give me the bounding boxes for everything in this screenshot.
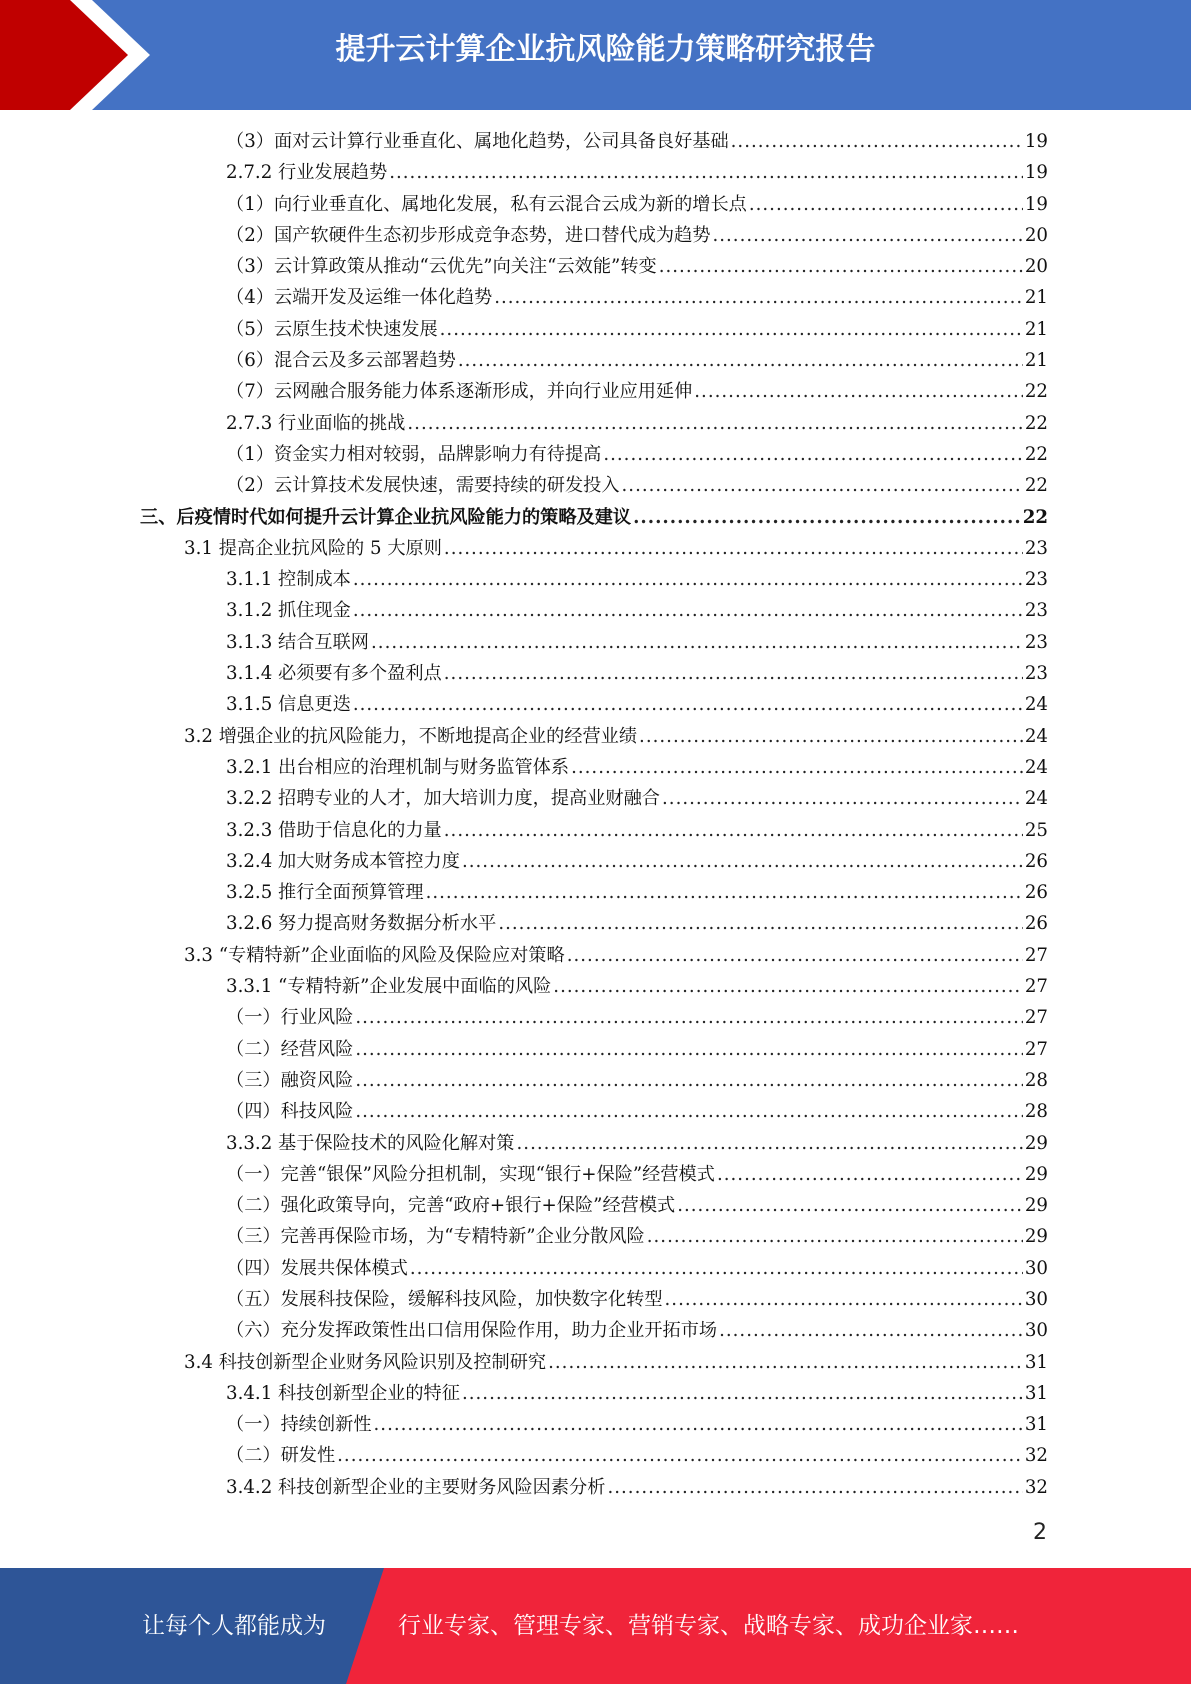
toc-entry-title: 2.7.3 行业面临的挑战 xyxy=(226,412,406,434)
toc-entry-page: 26 xyxy=(1024,850,1048,872)
toc-entry-page: 19 xyxy=(1024,193,1048,215)
toc-dot-leader xyxy=(603,444,1023,465)
toc-dot-leader xyxy=(355,1007,1023,1028)
toc-entry[interactable] xyxy=(140,596,1048,627)
toc-entry[interactable] xyxy=(140,565,1048,596)
toc-dot-leader xyxy=(607,1477,1022,1498)
toc-entry-page: 23 xyxy=(1024,631,1048,653)
toc-dot-leader xyxy=(440,319,1023,340)
toc-entry[interactable] xyxy=(140,1066,1048,1097)
toc-entry-title: （7）云网融合服务能力体系逐渐形成，并向行业应用延伸 xyxy=(226,381,693,403)
toc-entry[interactable] xyxy=(140,158,1048,189)
toc-dot-leader xyxy=(494,287,1023,308)
toc-entry[interactable] xyxy=(140,1441,1048,1472)
toc-entry-page: 24 xyxy=(1024,694,1048,716)
toc-dot-leader xyxy=(498,913,1023,934)
toc-entry-title: 3.2.3 借助于信息化的力量 xyxy=(226,819,442,841)
toc-dot-leader xyxy=(410,1258,1023,1279)
toc-entry[interactable] xyxy=(140,753,1048,784)
toc-entry-page: 32 xyxy=(1024,1445,1048,1467)
toc-entry-page: 21 xyxy=(1024,350,1048,372)
toc-dot-leader xyxy=(462,1383,1023,1404)
toc-dot-leader xyxy=(389,162,1023,183)
toc-entry-title: （6）混合云及多云部署趋势 xyxy=(226,350,456,372)
toc-entry-page: 19 xyxy=(1024,162,1048,184)
toc-entry[interactable] xyxy=(140,1379,1048,1410)
toc-entry[interactable] xyxy=(140,534,1048,565)
toc-entry[interactable] xyxy=(140,1097,1048,1128)
toc-entry-title: 3.4 科技创新型企业财务风险识别及控制研究 xyxy=(184,1351,547,1373)
toc-dot-leader xyxy=(571,757,1023,778)
toc-dot-leader xyxy=(517,1133,1023,1154)
toc-entry-title: （3）面对云计算行业垂直化、属地化趋势，公司具备良好基础 xyxy=(226,131,729,152)
toc-entry-page: 24 xyxy=(1024,725,1048,747)
toc-entry[interactable] xyxy=(140,1003,1048,1034)
toc-entry[interactable] xyxy=(140,503,1048,534)
toc-dot-leader xyxy=(355,1101,1023,1122)
toc-entry-title: （一）持续创新性 xyxy=(226,1414,372,1436)
toc-dot-leader xyxy=(353,694,1023,715)
toc-entry-page: 24 xyxy=(1024,788,1048,810)
toc-entry-page: 21 xyxy=(1024,318,1048,340)
toc-entry[interactable] xyxy=(140,346,1048,377)
toc-dot-leader xyxy=(731,131,1023,152)
toc-dot-leader xyxy=(749,194,1023,215)
toc-entry[interactable] xyxy=(140,1254,1048,1285)
toc-dot-leader xyxy=(458,350,1023,371)
toc-entry[interactable] xyxy=(140,1285,1048,1316)
toc-entry-page: 23 xyxy=(1024,537,1048,559)
footer-slogan-right: 行业专家、管理专家、营销专家、战略专家、成功企业家…… xyxy=(398,1613,1019,1639)
toc-dot-leader xyxy=(355,1039,1023,1060)
toc-entry[interactable] xyxy=(140,221,1048,252)
toc-entry-page: 31 xyxy=(1024,1351,1048,1373)
toc-entry-page: 26 xyxy=(1024,913,1048,935)
toc-entry[interactable] xyxy=(140,941,1048,972)
toc-entry-page: 29 xyxy=(1024,1226,1048,1248)
toc-entry-title: （三）完善再保险市场，为“专精特新”企业分散风险 xyxy=(226,1226,645,1248)
toc-entry-title: （二）强化政策导向，完善“政府+银行+保险”经营模式 xyxy=(226,1195,676,1217)
toc-entry-title: （1）资金实力相对较弱，品牌影响力有待提高 xyxy=(226,443,602,465)
toc-entry-page: 23 xyxy=(1024,663,1048,685)
toc-dot-leader xyxy=(426,882,1023,903)
toc-entry-title: 3.3.2 基于保险技术的风险化解对策 xyxy=(226,1132,515,1154)
toc-entry[interactable] xyxy=(140,1410,1048,1441)
toc-entry-page: 23 xyxy=(1024,569,1048,591)
toc-entry[interactable] xyxy=(140,628,1048,659)
toc-entry-page: 23 xyxy=(1024,600,1048,622)
toc-entry-title: 3.4.2 科技创新型企业的主要财务风险因素分析 xyxy=(226,1476,606,1498)
toc-dot-leader xyxy=(719,1320,1023,1341)
page-footer xyxy=(0,1568,1191,1684)
toc-entry-page: 22 xyxy=(1024,381,1048,403)
toc-entry[interactable] xyxy=(140,722,1048,753)
toc-dot-leader xyxy=(337,1445,1023,1466)
toc-entry[interactable] xyxy=(140,784,1048,815)
toc-entry[interactable] xyxy=(140,1191,1048,1222)
toc-entry-title: 3.1.1 控制成本 xyxy=(226,569,351,591)
toc-entry-page: 27 xyxy=(1024,1007,1048,1029)
toc-dot-leader xyxy=(665,1289,1023,1310)
toc-entry[interactable] xyxy=(140,659,1048,690)
toc-entry-title: （四）科技风险 xyxy=(226,1101,354,1123)
toc-entry-title: （五）发展科技保险，缓解科技风险，加快数字化转型 xyxy=(226,1288,663,1310)
toc-entry[interactable] xyxy=(140,909,1048,940)
toc-entry-title: 3.1.2 抓住现金 xyxy=(226,600,351,622)
toc-entry[interactable] xyxy=(140,1348,1048,1379)
toc-entry[interactable] xyxy=(140,252,1048,283)
toc-entry-page: 19 xyxy=(1024,131,1048,152)
toc-entry-title: 3.4.1 科技创新型企业的特征 xyxy=(226,1382,460,1404)
toc-entry-title: 3.1.5 信息更迭 xyxy=(226,694,351,716)
toc-entry-page: 22 xyxy=(1022,506,1048,528)
toc-entry-page: 26 xyxy=(1024,882,1048,904)
toc-entry-title: 3.3 “专精特新”企业面临的风险及保险应对策略 xyxy=(184,944,565,966)
toc-entry-title: （四）发展共保体模式 xyxy=(226,1257,408,1279)
toc-entry-page: 29 xyxy=(1024,1132,1048,1154)
toc-entry-title: （三）融资风险 xyxy=(226,1069,354,1091)
toc-entry-title: 3.2.5 推行全面预算管理 xyxy=(226,882,424,904)
toc-entry-title: （4）云端开发及运维一体化趋势 xyxy=(226,287,493,309)
toc-entry-page: 28 xyxy=(1024,1069,1048,1091)
toc-entry-page: 31 xyxy=(1024,1382,1048,1404)
toc-entry-title: 3.2.6 努力提高财务数据分析水平 xyxy=(226,913,497,935)
toc-entry-title: （2）国产软硬件生态初步形成竞争态势，进口替代成为趋势 xyxy=(226,224,711,246)
toc-dot-leader xyxy=(662,788,1023,809)
toc-entry-page: 27 xyxy=(1024,944,1048,966)
toc-entry[interactable] xyxy=(140,1473,1048,1504)
footer-slogan-left: 让每个人都能成为 xyxy=(142,1613,326,1639)
toc-entry[interactable] xyxy=(140,315,1048,346)
toc-entry-title: 2.7.2 行业发展趋势 xyxy=(226,162,388,184)
toc-entry-page: 24 xyxy=(1024,756,1048,778)
toc-dot-leader xyxy=(639,726,1023,747)
toc-dot-leader xyxy=(444,663,1023,684)
toc-entry-page: 30 xyxy=(1024,1320,1048,1342)
toc-entry[interactable] xyxy=(140,816,1048,847)
toc-dot-leader xyxy=(371,632,1023,653)
table-of-contents xyxy=(140,127,1048,1504)
toc-entry-page: 22 xyxy=(1024,475,1048,497)
toc-entry-page: 27 xyxy=(1024,976,1048,998)
toc-entry-page: 20 xyxy=(1024,224,1048,246)
toc-entry-page: 22 xyxy=(1024,412,1048,434)
toc-entry-title: 3.2 增强企业的抗风险能力，不断地提高企业的经营业绩 xyxy=(184,725,638,747)
toc-dot-leader xyxy=(353,569,1023,590)
toc-entry[interactable] xyxy=(140,440,1048,471)
toc-dot-leader xyxy=(622,475,1023,496)
toc-entry-title: 3.2.1 出台相应的治理机制与财务监管体系 xyxy=(226,756,570,778)
toc-entry[interactable] xyxy=(140,1160,1048,1191)
page-header xyxy=(0,0,1191,110)
toc-entry-title: （3）云计算政策从推动“云优先”向关注“云效能”转变 xyxy=(226,256,657,278)
toc-entry-title: （5）云原生技术快速发展 xyxy=(226,318,438,340)
toc-entry-page: 25 xyxy=(1024,819,1048,841)
toc-entry[interactable] xyxy=(140,1035,1048,1066)
toc-entry[interactable] xyxy=(140,283,1048,314)
report-title: 提升云计算企业抗风险能力策略研究报告 xyxy=(335,32,876,67)
toc-entry-title: 3.2.4 加大财务成本管控力度 xyxy=(226,850,460,872)
toc-dot-leader xyxy=(553,976,1023,997)
toc-dot-leader xyxy=(444,820,1023,841)
toc-entry-title: （一）行业风险 xyxy=(226,1007,354,1029)
toc-entry[interactable] xyxy=(140,878,1048,909)
toc-entry[interactable] xyxy=(140,471,1048,502)
toc-dot-leader xyxy=(647,1226,1023,1247)
toc-entry[interactable] xyxy=(140,409,1048,440)
toc-entry-title: 3.1 提高企业抗风险的 5 大原则 xyxy=(184,537,442,559)
toc-entry-page: 30 xyxy=(1024,1257,1048,1279)
page-number: 2 xyxy=(1033,1520,1047,1545)
toc-entry-title: （六）充分发挥政策性出口信用保险作用，助力企业开拓市场 xyxy=(226,1320,718,1342)
toc-dot-leader xyxy=(659,256,1023,277)
toc-entry[interactable] xyxy=(140,1129,1048,1160)
toc-entry-page: 22 xyxy=(1024,443,1048,465)
toc-entry-title: 三、后疫情时代如何提升云计算企业抗风险能力的策略及建议 xyxy=(140,506,632,528)
toc-dot-leader xyxy=(694,381,1023,402)
toc-dot-leader xyxy=(717,1164,1023,1185)
toc-entry-page: 31 xyxy=(1024,1414,1048,1436)
toc-entry-page: 28 xyxy=(1024,1101,1048,1123)
toc-dot-leader xyxy=(677,1195,1023,1216)
toc-entry-title: （1）向行业垂直化、属地化发展，私有云混合云成为新的增长点 xyxy=(226,193,747,215)
toc-dot-leader xyxy=(444,538,1023,559)
toc-entry-title: 3.3.1 “专精特新”企业发展中面临的风险 xyxy=(226,976,552,998)
toc-entry[interactable] xyxy=(140,127,1048,158)
toc-entry[interactable] xyxy=(140,377,1048,408)
toc-entry-title: （二）经营风险 xyxy=(226,1038,354,1060)
toc-entry[interactable] xyxy=(140,847,1048,878)
toc-entry-page: 30 xyxy=(1024,1288,1048,1310)
toc-entry-page: 20 xyxy=(1024,256,1048,278)
toc-entry-title: 3.1.3 结合互联网 xyxy=(226,631,369,653)
toc-dot-leader xyxy=(353,600,1023,621)
toc-dot-leader xyxy=(633,507,1021,528)
toc-dot-leader xyxy=(462,851,1023,872)
toc-entry[interactable] xyxy=(140,1222,1048,1253)
toc-dot-leader xyxy=(355,1070,1023,1091)
toc-entry[interactable] xyxy=(140,972,1048,1003)
toc-entry-title: （二）研发性 xyxy=(226,1445,336,1467)
toc-entry[interactable] xyxy=(140,190,1048,221)
toc-entry-page: 32 xyxy=(1024,1476,1048,1498)
toc-entry-title: 3.2.2 招聘专业的人才，加大培训力度，提高业财融合 xyxy=(226,788,660,810)
toc-entry-page: 27 xyxy=(1024,1038,1048,1060)
toc-entry-title: 3.1.4 必须要有多个盈利点 xyxy=(226,663,442,685)
toc-entry-page: 29 xyxy=(1024,1163,1048,1185)
toc-dot-leader xyxy=(374,1414,1023,1435)
toc-entry-page: 29 xyxy=(1024,1195,1048,1217)
toc-dot-leader xyxy=(712,225,1022,246)
toc-entry-title: （2）云计算技术发展快速，需要持续的研发投入 xyxy=(226,475,620,497)
toc-entry[interactable] xyxy=(140,1316,1048,1347)
toc-dot-leader xyxy=(407,413,1022,434)
toc-entry[interactable] xyxy=(140,690,1048,721)
toc-entry-title: （一）完善“银保”风险分担机制，实现“银行+保险”经营模式 xyxy=(226,1163,715,1185)
toc-dot-leader xyxy=(567,945,1023,966)
toc-entry-page: 21 xyxy=(1024,287,1048,309)
toc-dot-leader xyxy=(548,1352,1023,1373)
